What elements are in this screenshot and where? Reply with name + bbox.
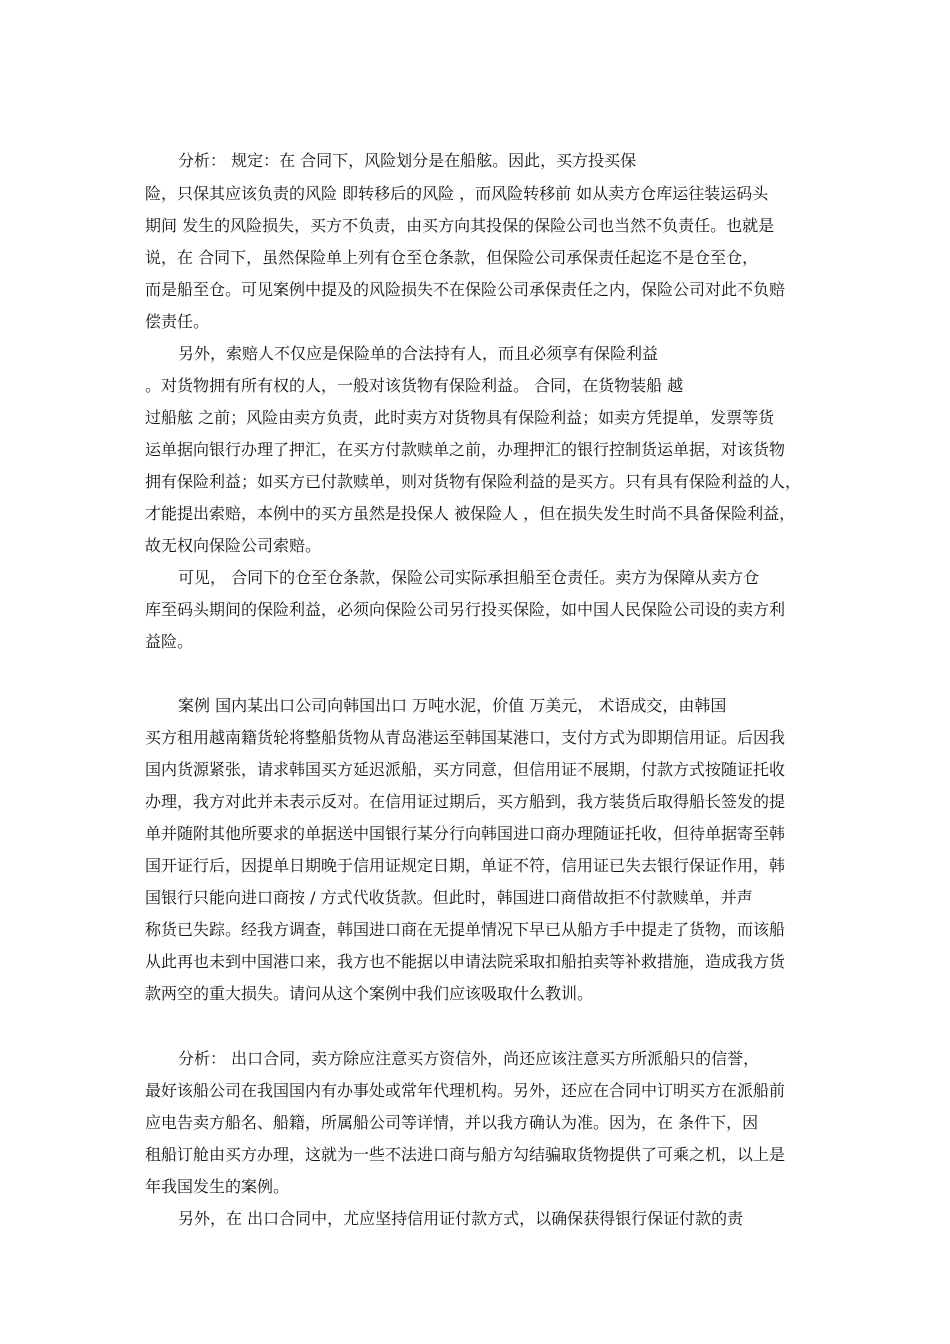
text-line: 单并随附其他所要求的单据送中国银行某分行向韩国进口商办理随证托收，但待单据寄至韩 <box>145 824 786 843</box>
text-line: 办理，我方对此并未表示反对。在信用证过期后，买方船到，我方装货后取得船长签发的提 <box>145 792 786 811</box>
text-line: 称货已失踪。经我方调查，韩国进口商在无提单情况下早已从船方手中提走了货物，而该船 <box>145 920 786 939</box>
text-line: 期间 发生的风险损失，买方不负责，由买方向其投保的保险公司也当然不负责任。也就是 <box>145 216 775 235</box>
text-line: 买方租用越南籍货轮将整船货物从青岛港运至韩国某港口，支付方式为即期信用证。后因我 <box>145 728 786 747</box>
text-line: 国银行只能向进口商按 / 方式代收货款。但此时，韩国进口商借故拒不付款赎单，并声 <box>145 888 753 907</box>
text-line: 说，在 合同下，虽然保险单上列有仓至仓条款，但保险公司承保责任起迄不是仓至仓， <box>145 248 759 267</box>
text-line: 可见， 合同下的仓至仓条款，保险公司实际承担船至仓责任。卖方为保障从卖方仓 <box>178 568 760 587</box>
text-line: 分析： 规定：在 合同下，风险划分是在船舷。因此，买方投买保 <box>178 151 637 170</box>
text-line: 故无权向保险公司索赔。 <box>145 536 322 555</box>
text-line: 库至码头期间的保险利益，必须向保险公司另行投买保险，如中国人民保险公司设的卖方利 <box>145 600 786 619</box>
text-line: 另外，索赔人不仅应是保险单的合法持有人，而且必须享有保险利益 <box>178 344 659 363</box>
text-line: 。对货物拥有所有权的人，一般对该货物有保险利益。 合同，在货物装船 越 <box>145 376 684 395</box>
text-line: 款两空的重大损失。请问从这个案例中我们应该吸取什么教训。 <box>145 984 594 1003</box>
text-line: 国内货源紧张，请求韩国买方延迟派船，买方同意，但信用证不展期，付款方式按随证托收 <box>145 760 786 779</box>
text-line: 分析： 出口合同，卖方除应注意买方资信外，尚还应该注意买方所派船只的信誉， <box>178 1049 760 1068</box>
text-line: 过船舷 之前；风险由卖方负责，此时卖方对货物具有保险利益；如卖方凭提单，发票等货 <box>145 408 775 427</box>
text-line: 年我国发生的案例。 <box>145 1177 290 1196</box>
text-line: 益险。 <box>145 632 194 651</box>
text-line: 而是船至仓。可见案例中提及的风险损失不在保险公司承保责任之内，保险公司对此不负赔 <box>145 280 786 299</box>
text-line: 从此再也未到中国港口来，我方也不能据以申请法院采取扣船拍卖等补救措施，造成我方货 <box>145 952 786 971</box>
text-line: 运单据向银行办理了押汇，在买方付款赎单之前，办理押汇的银行控制货运单据，对该货物 <box>145 440 786 459</box>
text-line: 险，只保其应该负责的风险 即转移后的风险 ，而风险转移前 如从卖方仓库运往装运码头 <box>145 184 769 203</box>
text-line: 才能提出索赔，本例中的买方虽然是投保人 被保险人 ，但在损失发生时尚不具备保险利益， <box>145 504 796 523</box>
text-line: 拥有保险利益；如买方已付款赎单，则对货物有保险利益的是买方。只有具有保险利益的人， <box>145 472 802 491</box>
text-line: 应电告卖方船名、船籍，所属船公司等详情，并以我方确认为准。因为，在 条件下，因 <box>145 1113 759 1132</box>
text-line: 租船订舱由买方办理，这就为一些不法进口商与船方勾结骗取货物提供了可乘之机，以上是 <box>145 1145 786 1164</box>
text-line: 最好该船公司在我国国内有办事处或常年代理机构。另外，还应在合同中订明买方在派船前 <box>145 1081 786 1100</box>
text-line: 案例 国内某出口公司向韩国出口 万吨水泥，价值 万美元， 术语成交，由韩国 <box>178 696 727 715</box>
text-line: 偿责任。 <box>145 312 210 331</box>
text-line: 另外，在 出口合同中，尤应坚持信用证付款方式，以确保获得银行保证付款的责 <box>178 1209 744 1228</box>
text-line: 国开证行后，因提单日期晚于信用证规定日期，单证不符，信用证已失去银行保证作用，韩 <box>145 856 786 875</box>
